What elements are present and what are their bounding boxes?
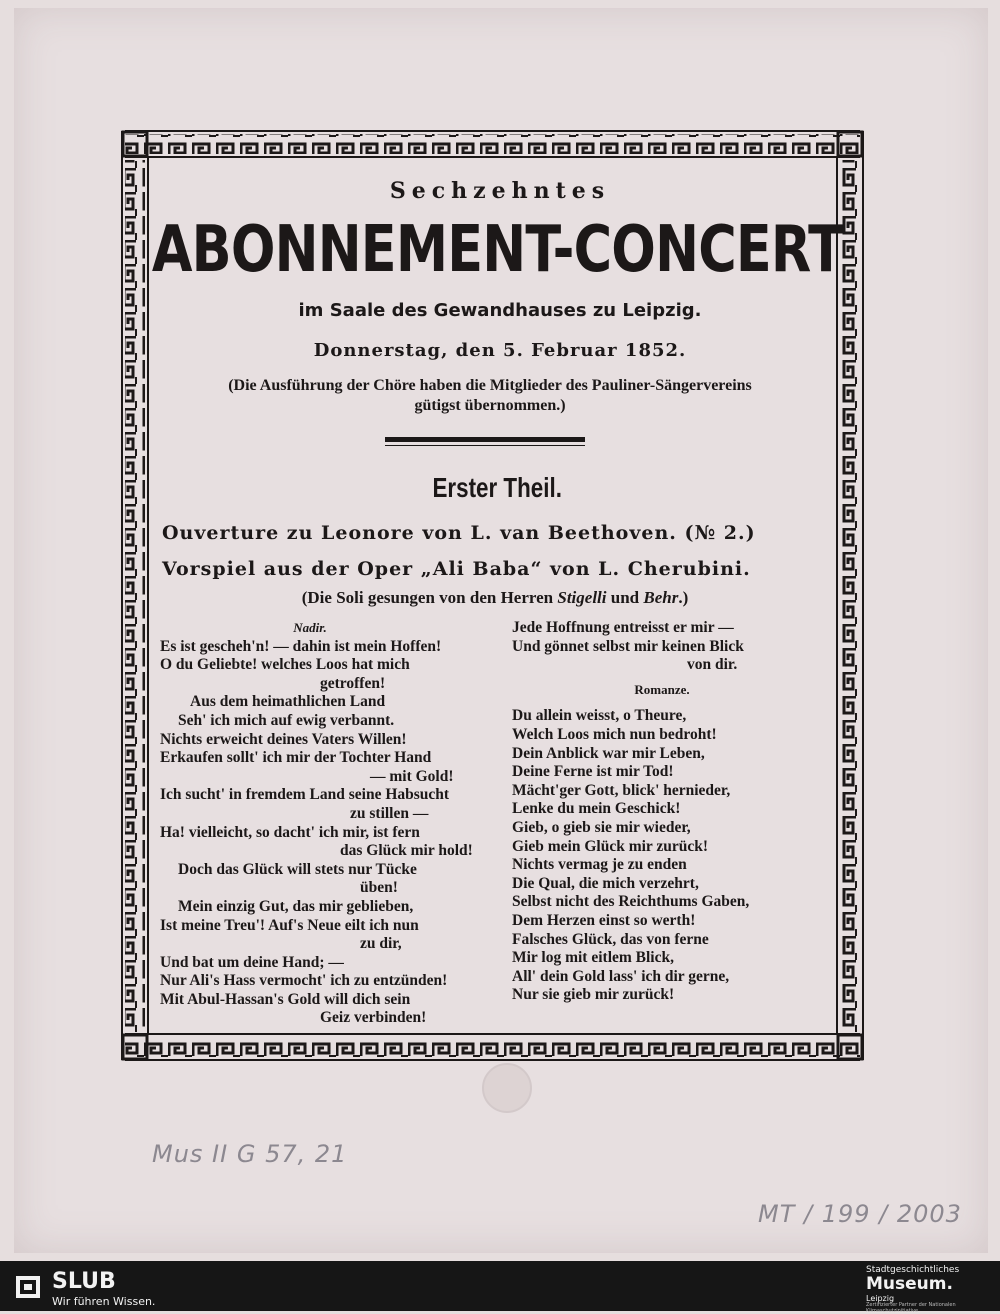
divider-rule-thin <box>385 445 585 446</box>
museum-name: Museum. <box>866 1274 953 1294</box>
lyric-line: Nichts erweicht deines Vaters Willen! <box>160 730 407 748</box>
lyric-line: Gieb, o gieb sie mir wieder, <box>512 818 691 836</box>
lyrics-right-column <box>512 619 812 1005</box>
lyric-line: Und bat um deine Hand; — <box>160 953 344 971</box>
date-line: Donnerstag, den 5. Februar 1852. <box>313 340 687 361</box>
lyric-line: Nichts vermag je zu enden <box>512 856 687 874</box>
slub-logo-icon <box>12 1272 44 1302</box>
divider-rule <box>385 437 585 442</box>
museum-city: Leipzig <box>866 1294 895 1303</box>
lyric-line: Dein Anblick war mir Leben, <box>512 744 705 762</box>
lyric-line: Seh' ich mich auf ewig verbannt. <box>178 711 395 729</box>
soloists-mid: und <box>606 588 644 607</box>
lyric-line: Ha! vielleicht, so dacht' ich mir, ist fern <box>160 823 420 841</box>
library-stamp <box>482 1063 532 1113</box>
lyric-line: üben! <box>360 879 398 897</box>
lyric-line: Nur sie gieb mir zurück! <box>512 986 675 1004</box>
choir-note <box>180 376 800 416</box>
lyric-line: Mir log mit eitlem Blick, <box>512 949 674 967</box>
lyric-line: Ich sucht' in fremdem Land seine Habsucht <box>160 786 450 804</box>
museum-prefix: Stadtgeschichtliches <box>866 1265 960 1275</box>
soloists-line <box>0 588 990 608</box>
lyric-line: Deine Ferne ist mir Tod! <box>512 763 674 781</box>
lyric-line: getroffen! <box>320 674 386 692</box>
lyric-line: Selbst nicht des Reichthums Gaben, <box>512 893 750 911</box>
slub-tagline: Wir führen Wissen. <box>52 1295 156 1308</box>
choir-note-line-2: gütigst übernommen.) <box>414 397 566 414</box>
lyric-line: Dem Herzen einst so werth! <box>512 911 696 929</box>
lyric-line: Mein einzig Gut, das mir geblieben, <box>178 897 414 915</box>
lyric-line: All' dein Gold lass' ich dir gerne, <box>512 967 730 985</box>
lyric-line: Gieb mein Glück mir zurück! <box>512 837 709 855</box>
section-heading: Romanze. <box>634 681 690 697</box>
soloist-name-1: Stigelli <box>557 588 607 607</box>
lyric-line: Welch Loos mich nun bedroht! <box>512 725 717 743</box>
inventory-annotation: MT / 199 / 2003 <box>758 1200 962 1228</box>
lyric-line: zu stillen — <box>350 804 429 822</box>
choir-note-line-1: (Die Ausführung der Chöre haben die Mitglieder des Pauliner-Sängervereins <box>228 377 752 394</box>
venue-line: im Saale des Gewandhauses zu Leipzig. <box>298 300 702 321</box>
concert-number: Sechzehntes <box>389 178 611 204</box>
lyric-line: Jede Hoffnung entreisst er mir — <box>512 619 734 636</box>
program-item-overture: Ouverture zu Leonore von L. van Beethoven. (№ 2.) <box>162 522 756 544</box>
concert-title: ABONNEMENT-CONCERT <box>151 213 844 287</box>
role-name: Nadir. <box>293 620 327 635</box>
lyric-line: Mächt'ger Gott, blick' hernieder, <box>512 781 731 799</box>
lyric-line: das Glück mir hold! <box>340 842 473 860</box>
lyric-line: Du allein weisst, o Theure, <box>512 707 687 725</box>
lyric-line: Und gönnet selbst mir keinen Blick <box>512 637 744 655</box>
lyric-line: zu dir, <box>360 935 402 953</box>
lyric-line: Nur Ali's Hass vermocht' ich zu entzünden! <box>160 972 448 990</box>
lyric-line: von dir. <box>687 656 738 674</box>
shelfmark-annotation: Mus II G 57, 21 <box>152 1140 348 1168</box>
lyric-line: Falsches Glück, das von ferne <box>512 930 709 948</box>
lyric-line: Lenke du mein Geschick! <box>512 800 681 818</box>
museum-partner: Zertifizierter Partner der Nationalen Klimaschutzinitiative <box>866 1302 956 1314</box>
soloist-name-2: Behr <box>643 588 679 607</box>
lyric-line: — mit Gold! <box>370 767 454 785</box>
lyric-line: Mit Abul-Hassan's Gold will dich sein <box>160 990 411 1008</box>
lyric-line: O du Geliebte! welches Loos hat mich <box>160 656 410 674</box>
part-heading: Erster Theil. <box>432 472 562 503</box>
lyric-line: Es ist gescheh'n! — dahin ist mein Hoffen! <box>160 637 442 655</box>
lyric-line: Die Qual, die mich verzehrt, <box>512 874 699 892</box>
lyric-line: Doch das Glück will stets nur Tücke <box>178 860 417 878</box>
lyric-line: Erkaufen sollt' ich mir der Tochter Hand <box>160 749 432 767</box>
soloists-prefix: (Die Soli gesungen von den Herren <box>301 588 558 607</box>
lyric-line: Aus dem heimathlichen Land <box>190 693 386 711</box>
slub-name: SLUB <box>52 1269 116 1294</box>
lyrics-left-column <box>160 619 480 1028</box>
footer-bar <box>0 1261 1000 1314</box>
soloists-suffix: .) <box>678 588 689 607</box>
program-item-prelude: Vorspiel aus der Oper „Ali Baba“ von L. Cherubini. <box>162 558 751 580</box>
lyric-line: Geiz verbinden! <box>320 1009 427 1027</box>
lyric-line: Ist meine Treu'! Auf's Neue eilt ich nun <box>160 916 419 934</box>
